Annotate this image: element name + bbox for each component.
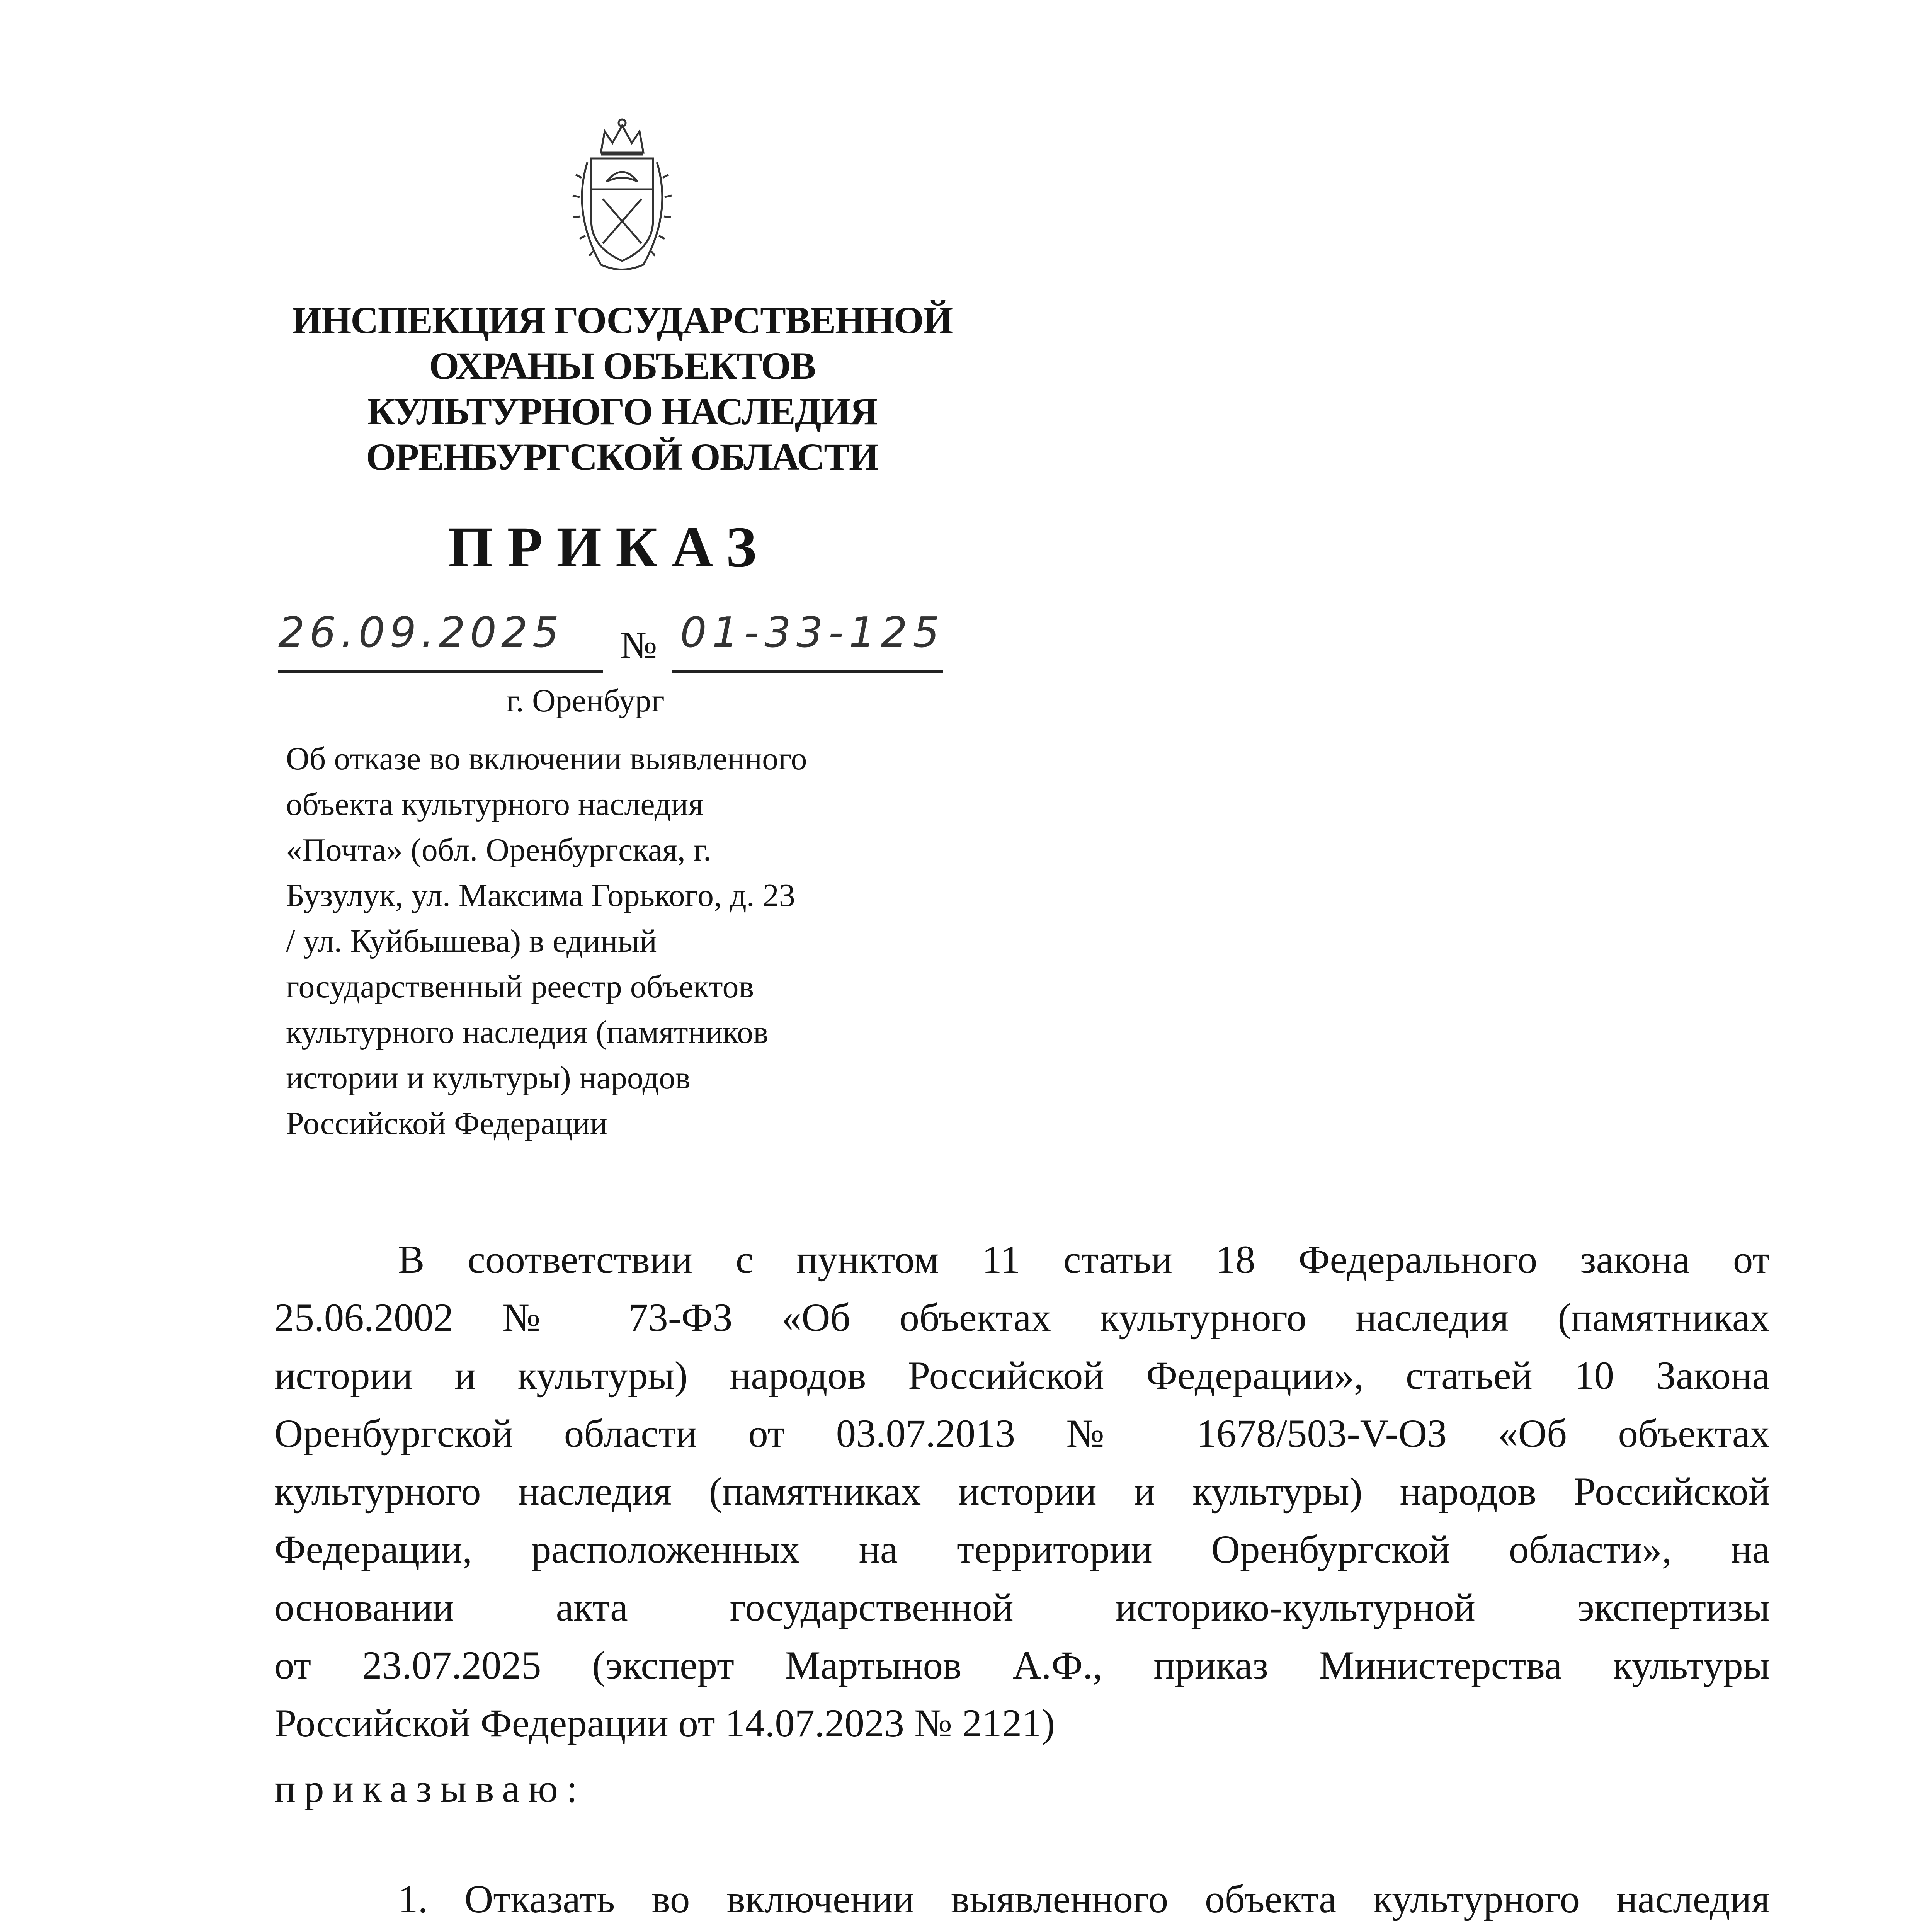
authority-line: ОХРАНЫ ОБЪЕКТОВ <box>429 344 815 387</box>
preamble-line: В соответствии с пунктом 11 статьи 18 Федерального закона от <box>398 1238 1770 1282</box>
subject-line: объекта культурного наследия <box>286 786 703 822</box>
date-underline <box>278 670 603 673</box>
order-subject <box>286 736 935 1146</box>
preamble-line: Оренбургской области от 03.07.2013 № 1678/503-V-ОЗ «Об объектах <box>274 1412 1770 1456</box>
subject-line: Российской Федерации <box>286 1105 607 1141</box>
handwritten-order-number: 01-33-125 <box>680 609 945 657</box>
number-sign: № <box>620 624 657 667</box>
number-underline <box>672 670 943 673</box>
item-1-line <box>274 1928 1770 1932</box>
preamble-line: истории и культуры) народов Российской Федерации», статьей 10 Закона <box>274 1354 1770 1398</box>
preamble-line: Федерации, расположенных на территории Оренбургской области», на <box>274 1527 1770 1571</box>
coat-of-arms-emblem <box>564 116 680 278</box>
decree-word: приказываю: <box>274 1767 586 1811</box>
subject-line: Об отказе во включении выявленного <box>286 741 807 777</box>
item-1-line: 1. Отказать во включении выявленного объекта культурного наследия <box>398 1877 1770 1921</box>
authority-line: ОРЕНБУРГСКОЙ ОБЛАСТИ <box>366 435 878 478</box>
authority-heading <box>216 298 1028 480</box>
preamble-line: культурного наследия (памятниках истории и культуры) народов Российской <box>274 1469 1770 1514</box>
subject-line: Бузулук, ул. Максима Горького, д. 23 <box>286 878 795 913</box>
preamble-line: Российской Федерации от 14.07.2023 № 2121) <box>274 1701 1055 1745</box>
preamble-line: 25.06.2002 № 73-ФЗ «Об объектах культурного наследия (памятниках <box>274 1296 1770 1340</box>
authority-line: ИНСПЕКЦИЯ ГОСУДАРСТВЕННОЙ <box>292 299 953 342</box>
preamble-line: от 23.07.2025 (эксперт Мартынов А.Ф., приказ Министерства культуры <box>274 1643 1770 1687</box>
issue-city: г. Оренбург <box>506 683 665 719</box>
subject-line: истории и культуры) народов <box>286 1060 691 1096</box>
subject-line: культурного наследия (памятников <box>286 1014 769 1050</box>
handwritten-date: 26.09.2025 <box>278 609 564 657</box>
document-type-title: ПРИКАЗ <box>448 515 771 579</box>
subject-line: «Почта» (обл. Оренбургская, г. <box>286 832 711 868</box>
subject-line: / ул. Куйбышева) в единый <box>286 923 657 959</box>
authority-line: КУЛЬТУРНОГО НАСЛЕДИЯ <box>367 390 877 433</box>
preamble-line: основании акта государственной историко-культурной экспертизы <box>274 1585 1770 1629</box>
subject-line: государственный реестр объектов <box>286 969 754 1005</box>
